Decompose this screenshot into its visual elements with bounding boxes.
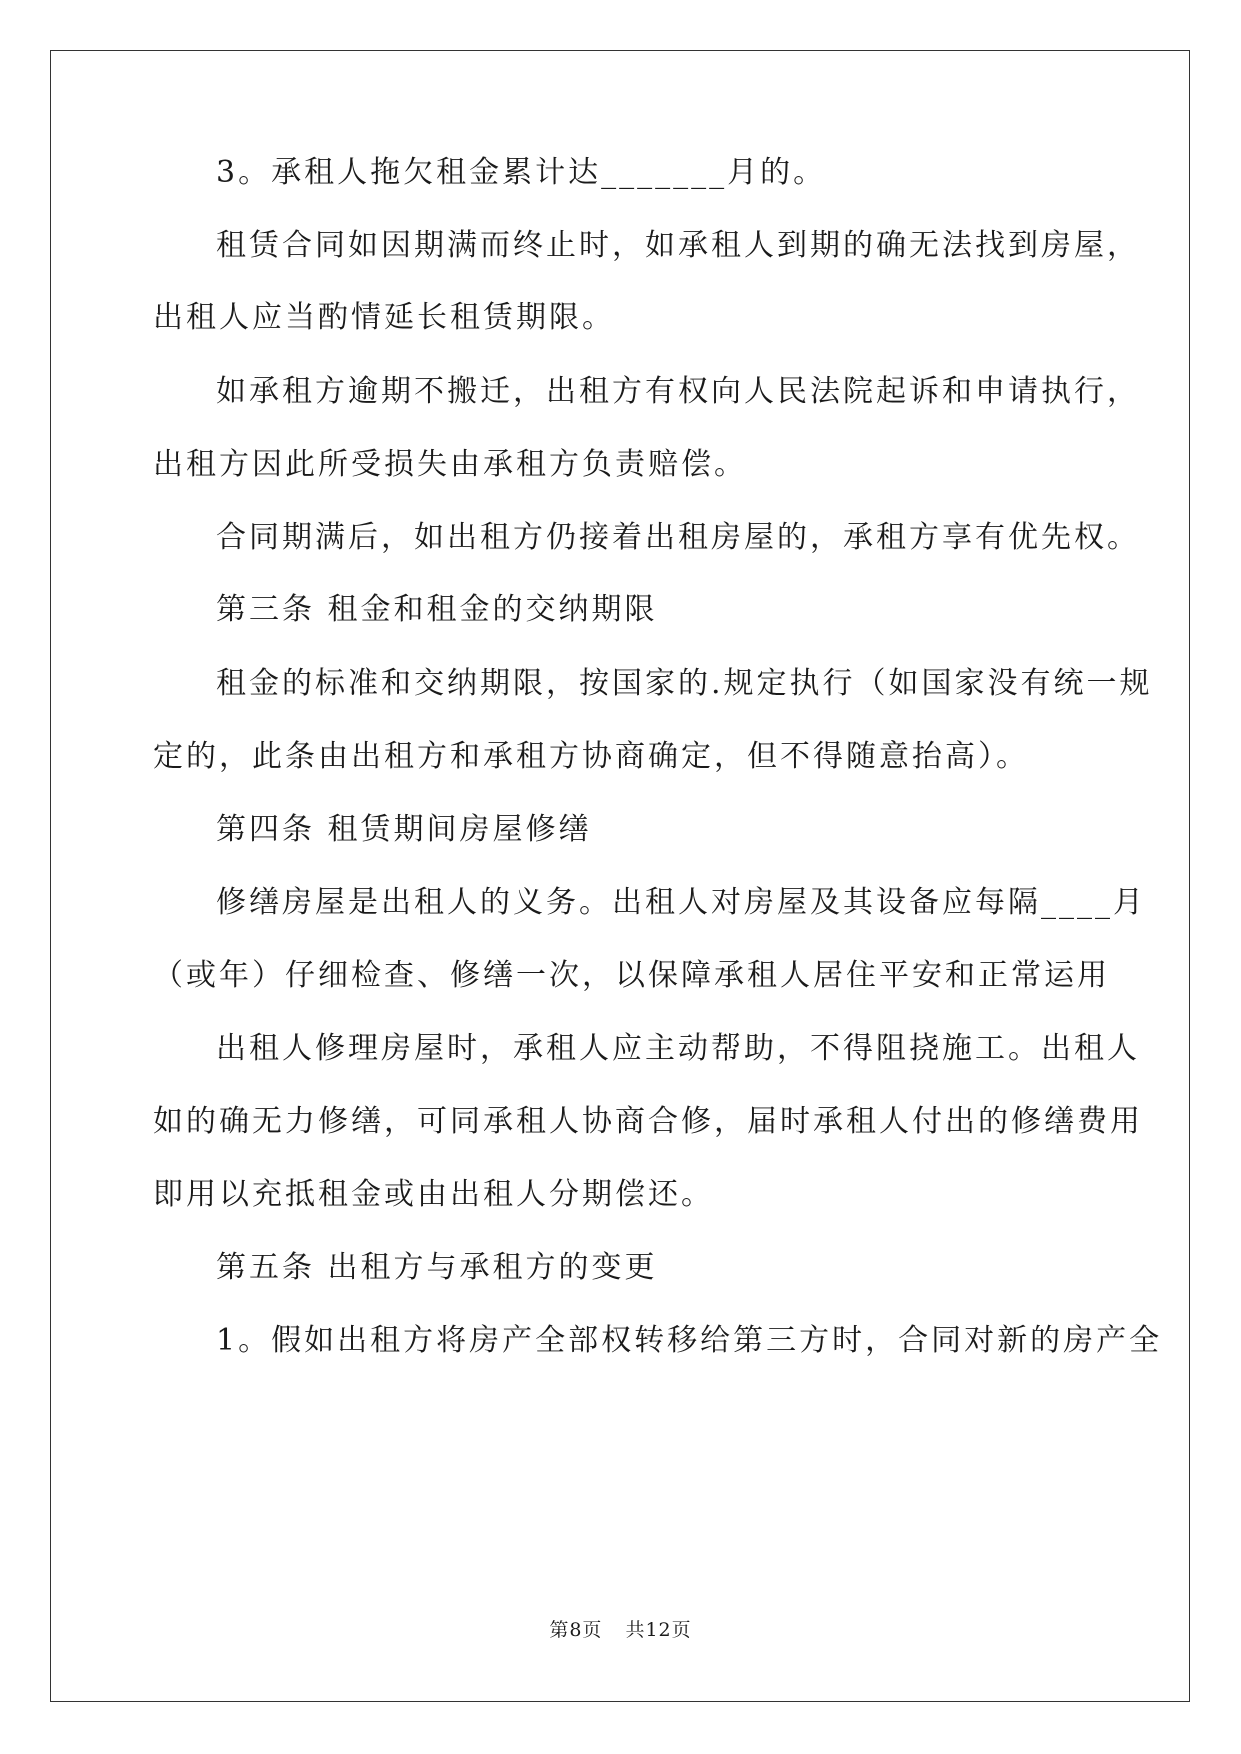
- section-heading: 第四条 租赁期间房屋修缮: [216, 812, 592, 847]
- paragraph-line: 出租人应当酌情延长租赁期限。: [153, 300, 615, 335]
- paragraph-line: 合同期满后，如出租方仍接着出租房屋的，承租方享有优先权。: [216, 520, 1140, 555]
- page-footer: [0, 1618, 1241, 1642]
- paragraph-line: （或年）仔细检查、修缮一次，以保障承租人居住平安和正常运用: [153, 958, 1110, 993]
- paragraph-line: 修缮房屋是出租人的义务。出租人对房屋及其设备应每隔____月: [216, 885, 1146, 920]
- paragraph-line: 出租人修理房屋时，承租人应主动帮助，不得阻挠施工。出租人: [216, 1031, 1140, 1066]
- section-heading: 第三条 租金和租金的交纳期限: [216, 592, 658, 627]
- page-number: 第8页: [549, 1619, 603, 1641]
- paragraph-line: 即用以充抵租金或由出租人分期偿还。: [153, 1177, 714, 1212]
- paragraph-line: 如承租方逾期不搬迁，出租方有权向人民法院起诉和申请执行，: [216, 374, 1140, 409]
- paragraph-line: 定的，此条由出租方和承租方协商确定，但不得随意抬高）。: [153, 739, 1029, 774]
- page-total: 共12页: [625, 1619, 692, 1641]
- paragraph-line: 3。承租人拖欠租金累计达_______月的。: [216, 155, 827, 190]
- section-heading: 第五条 出租方与承租方的变更: [216, 1250, 658, 1285]
- paragraph-line: 如的确无力修缮，可同承租人协商合修，届时承租人付出的修缮费用: [153, 1104, 1143, 1139]
- paragraph-line: 出租方因此所受损失由承租方负责赔偿。: [153, 447, 747, 482]
- paragraph-line: 租金的标准和交纳期限，按国家的.规定执行（如国家没有统一规: [216, 666, 1153, 701]
- paragraph-line: 1。假如出租方将房产全部权转移给第三方时，合同对新的房产全: [216, 1323, 1163, 1358]
- paragraph-line: 租赁合同如因期满而终止时，如承租人到期的确无法找到房屋，: [216, 228, 1140, 263]
